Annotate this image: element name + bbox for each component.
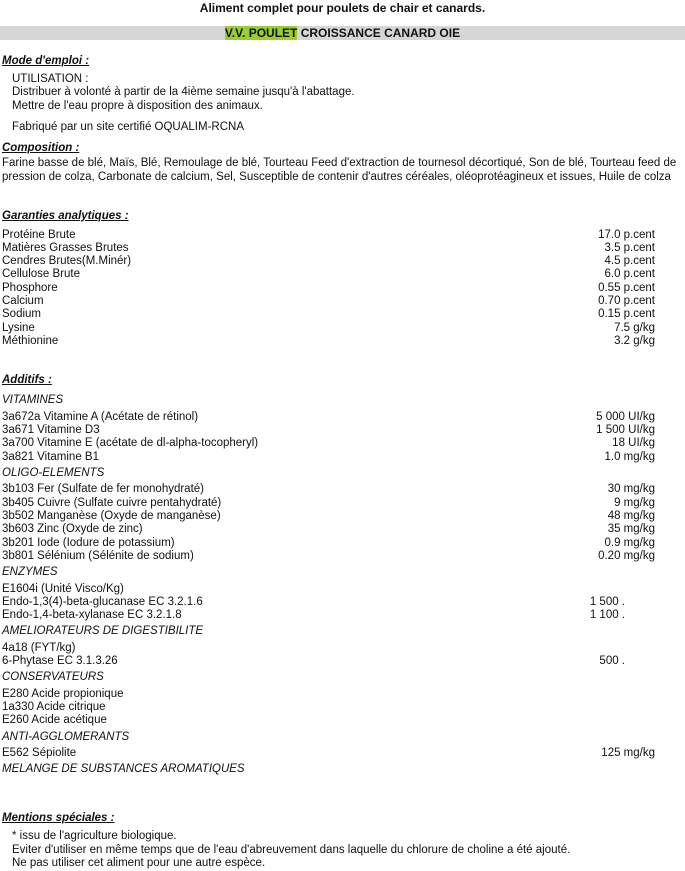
additif-label: 3b103 Fer (Sulfate de fer monohydraté) bbox=[2, 483, 205, 495]
additif-label: 3a821 Vitamine B1 bbox=[2, 451, 99, 463]
additif-label: Endo-1,3(4)-beta-glucanase EC 3.2.1.6 bbox=[2, 596, 203, 608]
additif-label: 3a672a Vitamine A (Acétate de rétinol) bbox=[2, 411, 199, 423]
mode-emploi-heading: Mode d'emploi : bbox=[2, 55, 90, 67]
mention-line: Ne pas utiliser cet aliment pour une autre espèce. bbox=[12, 857, 266, 869]
garantie-value: 7.5 g/kg bbox=[614, 322, 655, 334]
garantie-label: Sodium bbox=[2, 308, 41, 320]
garantie-value: 0.55 p.cent bbox=[598, 282, 655, 294]
category-oligo: OLIGO-ELEMENTS bbox=[2, 467, 105, 479]
additif-label: 3a671 Vitamine D3 bbox=[2, 424, 100, 436]
additif-value: 0.20 mg/kg bbox=[598, 550, 655, 562]
enzymes-unit: E1604i (Unité Visco/Kg) bbox=[2, 583, 124, 595]
additif-label: E280 Acide propionique bbox=[2, 688, 124, 700]
category-enzymes: ENZYMES bbox=[2, 566, 58, 578]
additif-label: Endo-1,4-beta-xylanase EC 3.2.1.8 bbox=[2, 609, 182, 621]
additif-value: 18 UI/kg bbox=[612, 437, 655, 449]
additif-value: 1.0 mg/kg bbox=[604, 451, 655, 463]
garantie-label: Cendres Brutes(M.Minér) bbox=[2, 255, 132, 267]
mentions-heading: Mentions spéciales : bbox=[2, 812, 115, 824]
additif-value: 500 . bbox=[599, 655, 625, 667]
additif-label: 6-Phytase EC 3.1.3.26 bbox=[2, 655, 118, 667]
additifs-heading: Additifs : bbox=[2, 374, 52, 386]
mode-emploi-line: UTILISATION : bbox=[12, 73, 89, 85]
additif-value: 35 mg/kg bbox=[607, 523, 655, 535]
additif-label: 1a330 Acide citrique bbox=[2, 701, 106, 713]
additif-value: 1 500 . bbox=[589, 596, 625, 608]
additif-value: 1 500 UI/kg bbox=[596, 424, 655, 436]
additif-label: 3a700 Vitamine E (acétate de dl-alpha-tocopheryl) bbox=[2, 437, 259, 449]
product-title bbox=[0, 27, 685, 40]
additif-value: 5 000 UI/kg bbox=[596, 411, 655, 423]
garantie-label: Cellulose Brute bbox=[2, 268, 80, 280]
additif-value: 48 mg/kg bbox=[607, 510, 655, 522]
additif-label: E260 Acide acétique bbox=[2, 714, 107, 726]
category-melange: MELANGE DE SUBSTANCES AROMATIQUES bbox=[2, 763, 245, 775]
additif-value: 30 mg/kg bbox=[607, 483, 655, 495]
garantie-value: 0.70 p.cent bbox=[598, 295, 655, 307]
category-anti-agglomerants: ANTI-AGGLOMERANTS bbox=[2, 731, 130, 743]
additif-label: E562 Sépiolite bbox=[2, 747, 77, 759]
product-subtitle: Aliment complet pour poulets de chair et canards. bbox=[199, 1, 486, 15]
mode-emploi-line: Fabriqué par un site certifié OQUALIM-RCNA bbox=[12, 121, 244, 133]
composition-text: Farine basse de blé, Maïs, Blé, Remoulage de blé, Tourteau Feed d'extraction de tournesol décortiqué, Son de blé, Tourteau feed de pression de colza, Carbonate de calcium, Sel, Susceptible de contenir d'autres céréales, oléoprotéagineux et issues, Huile de colza bbox=[2, 157, 677, 183]
composition-heading: Composition : bbox=[2, 142, 80, 154]
additif-value: 9 mg/kg bbox=[614, 497, 655, 509]
garantie-value: 0.15 p.cent bbox=[598, 308, 655, 320]
garantie-value: 3.5 p.cent bbox=[604, 242, 655, 254]
category-ameliorateurs: AMELIORATEURS DE DIGESTIBILITE bbox=[2, 625, 204, 637]
additif-label: 3b405 Cuivre (Sulfate cuivre pentahydraté) bbox=[2, 497, 222, 509]
brand-highlight: V.V. POULET bbox=[224, 26, 298, 40]
category-conservateurs: CONSERVATEURS bbox=[2, 671, 104, 683]
garantie-value: 4.5 p.cent bbox=[604, 255, 655, 267]
product-name: CROISSANCE CANARD OIE bbox=[297, 26, 461, 40]
garantie-value: 3.2 g/kg bbox=[614, 335, 655, 347]
additif-value: 125 mg/kg bbox=[601, 747, 655, 759]
mention-line: Eviter d'utiliser en même temps que de l'eau d'abreuvement dans laquelle du chlorure de choline a été ajouté. bbox=[12, 844, 571, 856]
additif-label: 3b502 Manganèse (Oxyde de manganèse) bbox=[2, 510, 221, 522]
garantie-label: Lysine bbox=[2, 322, 35, 334]
garantie-label: Calcium bbox=[2, 295, 44, 307]
ameliorateurs-unit: 4a18 (FYT/kg) bbox=[2, 642, 76, 654]
garanties-heading: Garanties analytiques : bbox=[2, 210, 129, 222]
garantie-label: Protéine Brute bbox=[2, 229, 76, 241]
garantie-value: 6.0 p.cent bbox=[604, 268, 655, 280]
mode-emploi-line: Distribuer à volonté à partir de la 4ième semaine jusqu'à l'abattage. bbox=[12, 86, 355, 98]
garantie-value: 17.0 p.cent bbox=[598, 229, 655, 241]
mention-line: * issu de l'agriculture biologique. bbox=[12, 830, 177, 842]
garantie-label: Matières Grasses Brutes bbox=[2, 242, 129, 254]
mode-emploi-line: Mettre de l'eau propre à disposition des animaux. bbox=[12, 100, 263, 112]
additif-label: 3b201 Iode (Iodure de potassium) bbox=[2, 537, 175, 549]
garantie-label: Méthionine bbox=[2, 335, 59, 347]
garantie-label: Phosphore bbox=[2, 282, 58, 294]
additif-label: 3b801 Sélénium (Sélénite de sodium) bbox=[2, 550, 194, 562]
category-vitamines: VITAMINES bbox=[2, 394, 64, 406]
additif-value: 1 100 . bbox=[589, 609, 625, 621]
additif-label: 3b603 Zinc (Oxyde de zinc) bbox=[2, 523, 143, 535]
additif-value: 0.9 mg/kg bbox=[604, 537, 655, 549]
